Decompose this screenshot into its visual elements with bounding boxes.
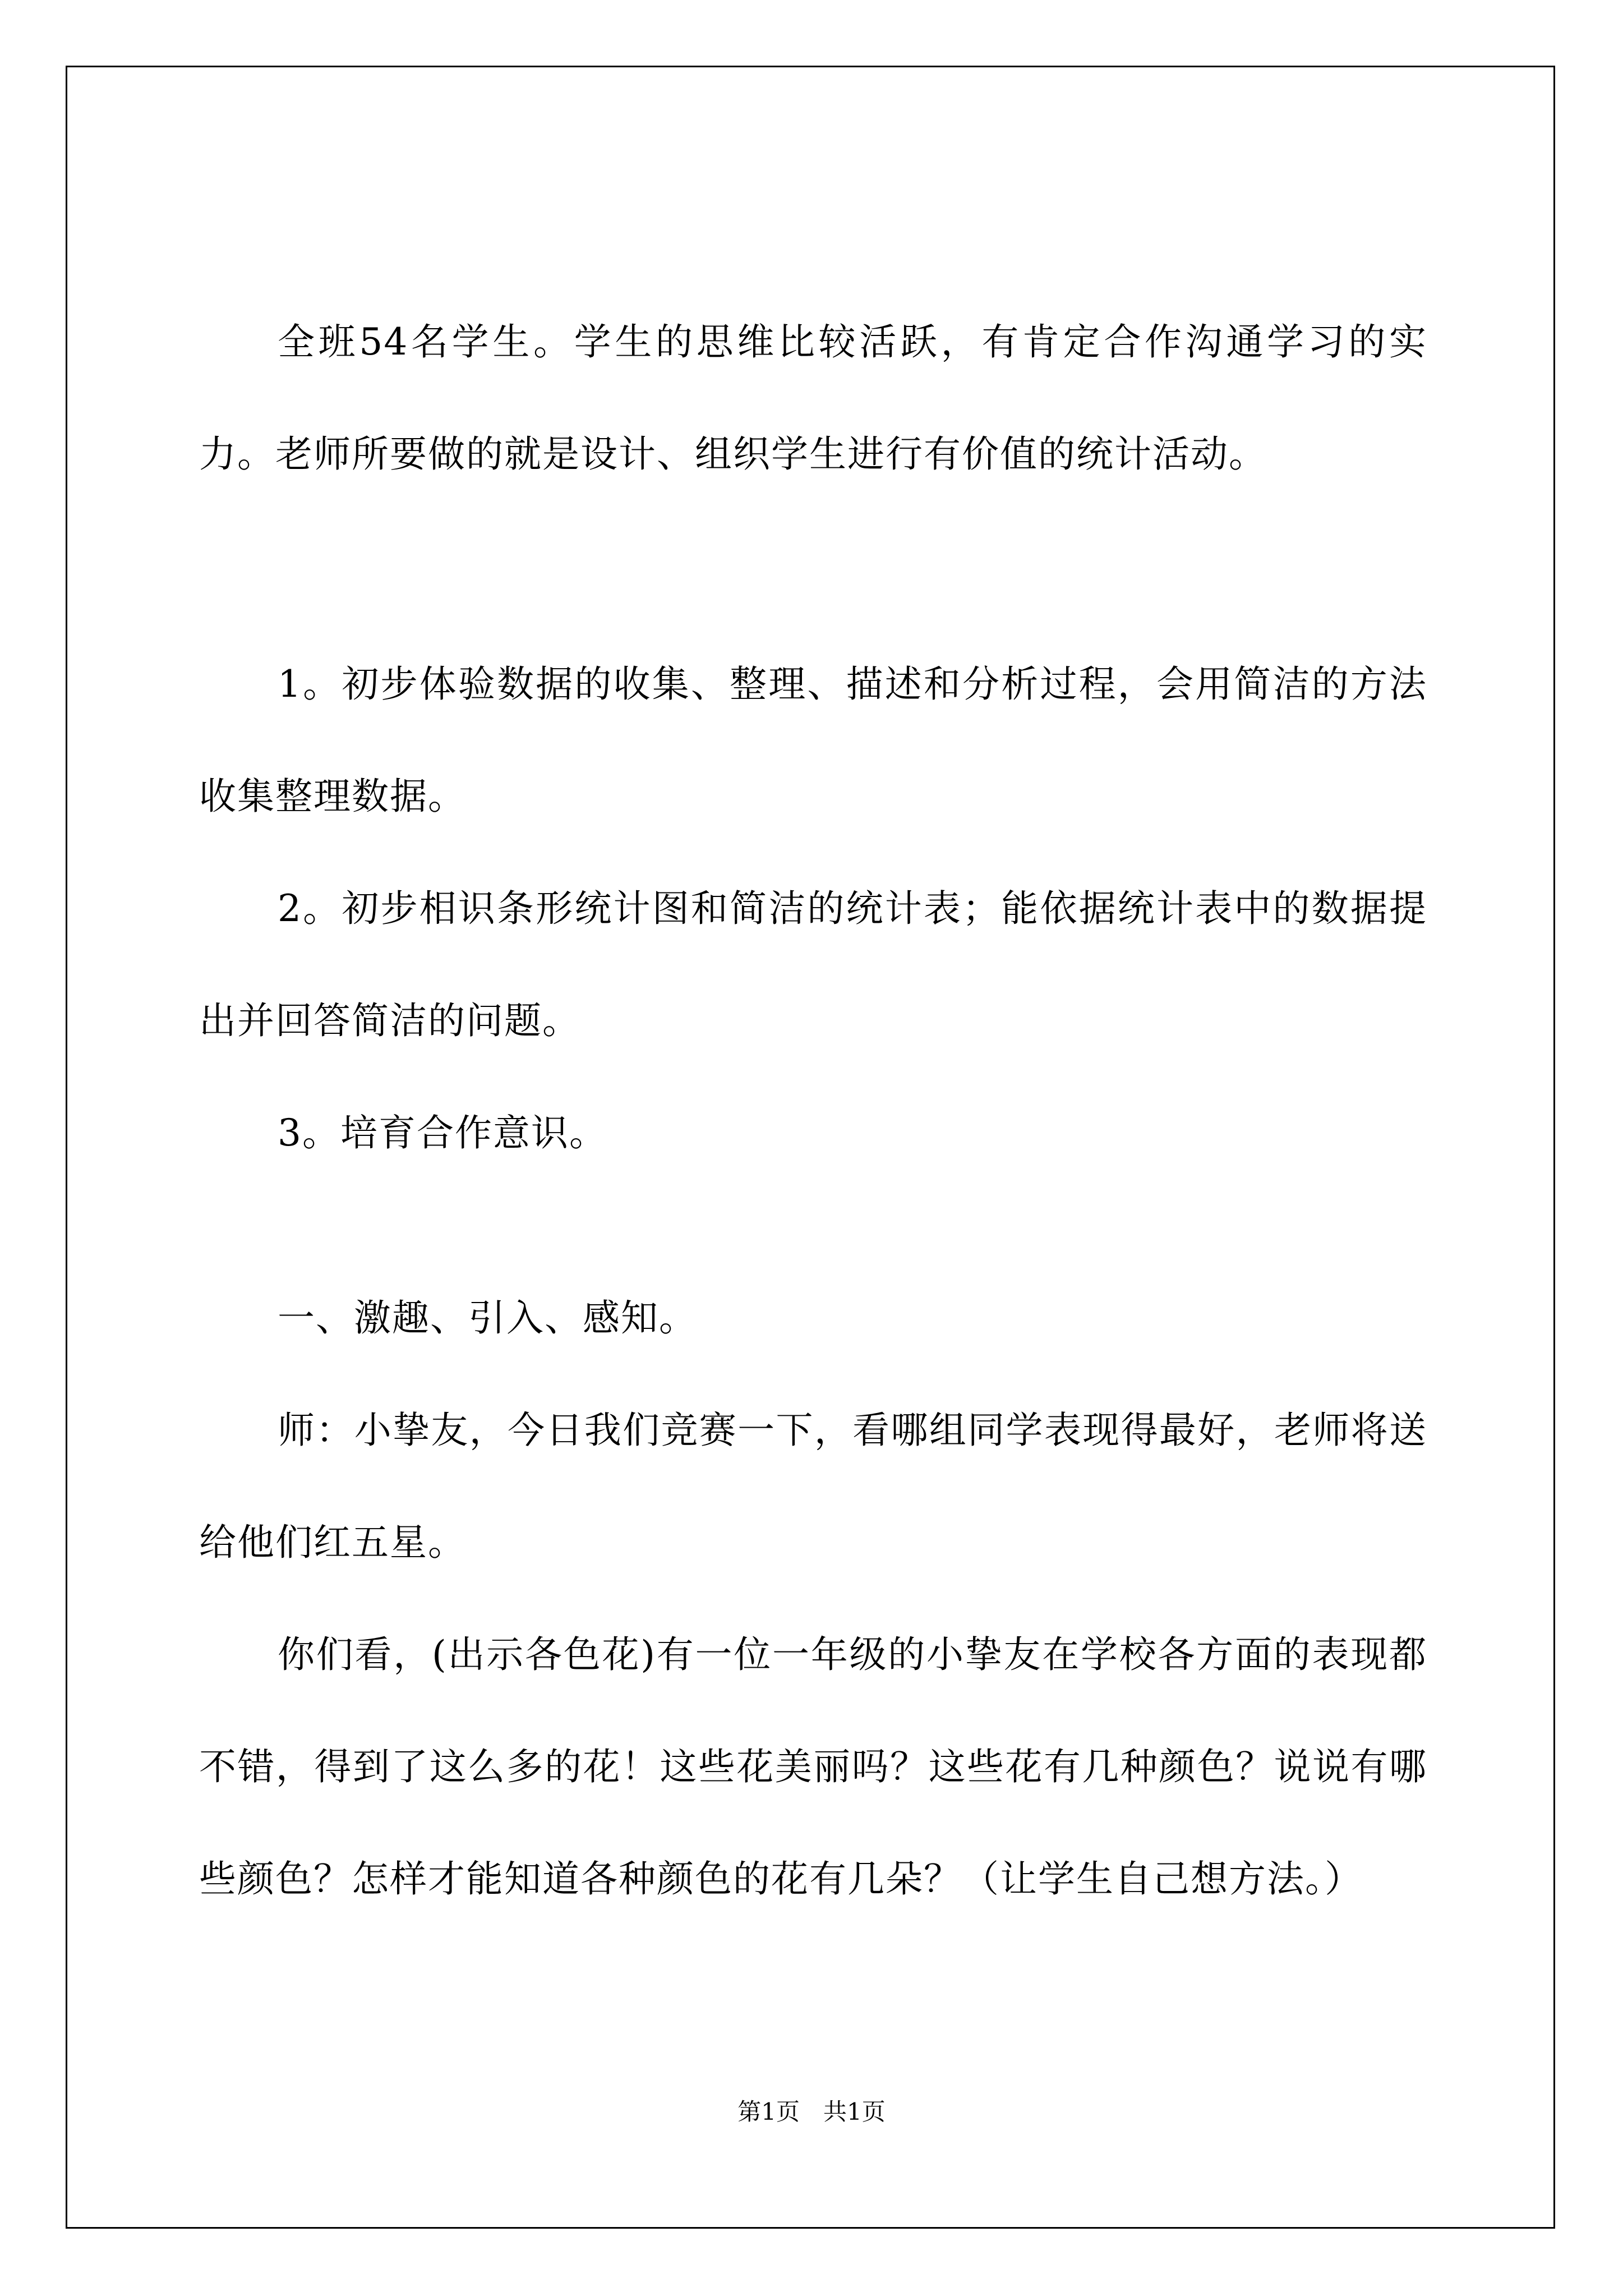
paragraph-goal-1: 1。初步体验数据的收集、整理、描述和分析过程，会用简洁的方法收集整理数据。 [199,662,1427,818]
paragraph-flowers-activity: 你们看，(出示各色花)有一位一年级的小挚友在学校各方面的表现都不错，得到了这么多的花！这些花美丽吗？这些花有几种颜色？说说有哪些颜色？怎样才能知道各种颜色的花有几朵？（让学生自己想方法。） [199,1633,1427,1901]
paragraph-goal-2: 2。初步相识条形统计图和简洁的统计表；能依据统计表中的数据提出并回答简洁的问题。 [199,887,1427,1042]
paragraph-goal-3: 3。培育合作意识。 [278,1111,607,1154]
paragraph-class-overview: 全班54名学生。学生的思维比较活跃，有肯定合作沟通学习的实力。老师所要做的就是设计、组织学生进行有价值的统计活动。 [199,320,1427,476]
paragraph-teacher-speech: 师：小挚友，今日我们竞赛一下，看哪组同学表现得最好，老师将送给他们红五星。 [199,1409,1427,1564]
page-number-footer: 第1页 共1页 [737,2098,886,2125]
section-heading-intro: 一、激趣、引入、感知。 [278,1296,697,1340]
